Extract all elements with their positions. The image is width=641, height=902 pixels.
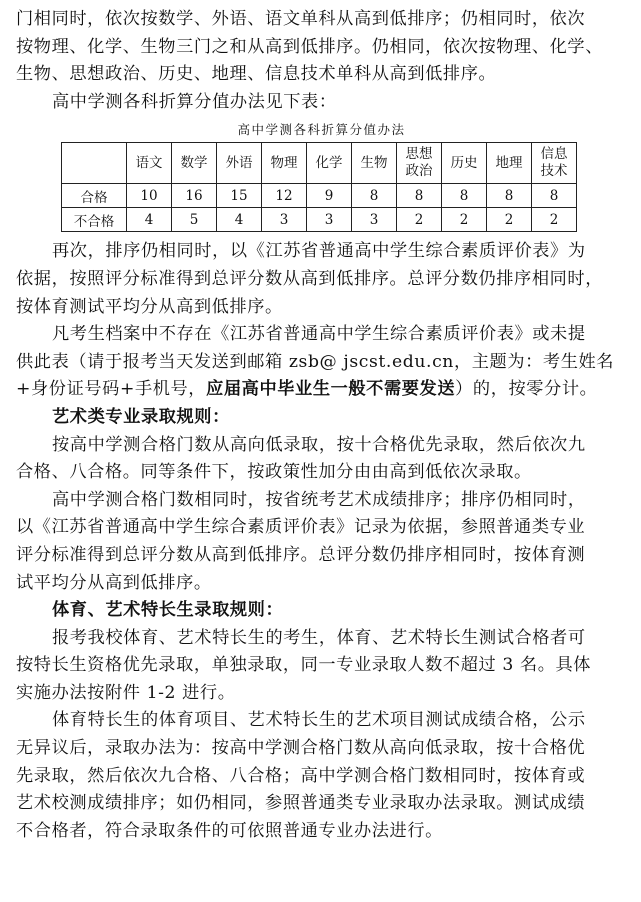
table-cell: 16 [172, 184, 217, 208]
text-line: 以《江苏省普通高中学生综合素质评价表》记录为依据，参照普通类专业 [16, 517, 586, 538]
text-line: 生物、思想政治、历史、地理、信息技术单科从高到低排序。 [16, 64, 497, 85]
text-line: 评分标准得到总评分数从高到低排序。总评分数仍排序相同时，按体育测 [16, 544, 586, 565]
table-caption: 高中学测各科折算分值办法 [237, 122, 406, 138]
text-line: 合格、八合格。同等条件下，按政策性加分由由高到低依次录取。 [16, 462, 532, 483]
table-row-fail [62, 208, 577, 232]
text-line: 按特长生资格优先录取，单独录取，同一专业录取人数不超过 3 名。具体 [16, 655, 592, 676]
table-cell: 8 [532, 184, 577, 208]
table-cell: 8 [442, 184, 487, 208]
table-cell: 4 [217, 208, 262, 232]
header-cell: 地理 [487, 143, 532, 184]
table-cell: 2 [397, 208, 442, 232]
text-line: 报考我校体育、艺术特长生的考生，体育、艺术特长生测试合格者可 [52, 627, 586, 648]
text-line: 按体育测试平均分从高到低排序。 [16, 296, 283, 317]
header-cell: 生物 [352, 143, 397, 184]
text-line: 试平均分从高到低排序。 [16, 572, 212, 593]
text-line: 先录取，然后依次九合格、八合格；高中学测合格门数相同时，按体育或 [16, 765, 586, 786]
text-span: +身份证号码+手机号， [16, 379, 207, 400]
header-cell: 语文 [127, 143, 172, 184]
header-cell: 物理 [262, 143, 307, 184]
score-conversion-table [61, 142, 577, 232]
text-line: 供此表（请于报考当天发送到邮箱 zsb@ jscst.edu.cn，主题为：考生姓名 [16, 351, 615, 372]
table-row-pass [62, 184, 577, 208]
table-cell: 3 [307, 208, 352, 232]
header-cell: 化学 [307, 143, 352, 184]
row-label: 不合格 [62, 208, 127, 232]
table-cell: 4 [127, 208, 172, 232]
text-line: 凡考生档案中不存在《江苏省普通高中学生综合素质评价表》或未提 [52, 324, 586, 345]
header-cell: 数学 [172, 143, 217, 184]
table-cell: 3 [352, 208, 397, 232]
header-cell: 信息 技术 [532, 143, 577, 184]
text-line: 实施办法按附件 1-2 进行。 [16, 682, 236, 703]
header-cell: 思想 政治 [397, 143, 442, 184]
section-heading-special: 体育、艺术特长生录取规则： [52, 600, 284, 621]
text-line: 依据，按照评分标准得到总评分数从高到低排序。总评分数仍排序相同时， [16, 268, 603, 289]
text-line: 门相同时，依次按数学、外语、语文单科从高到低排序；仍相同时，依次 [16, 9, 586, 29]
text-line: 体育特长生的体育项目、艺术特长生的艺术项目测试成绩合格，公示 [52, 710, 586, 731]
text-line: 按高中学测合格门数从高向低录取，按十合格优先录取，然后依次九 [52, 434, 586, 455]
table-cell: 8 [487, 184, 532, 208]
header-cell: 历史 [442, 143, 487, 184]
table-cell: 5 [172, 208, 217, 232]
section-heading-art: 艺术类专业录取规则： [52, 406, 230, 427]
text-line: 再次，排序仍相同时，以《江苏省普通高中学生综合素质评价表》为 [52, 241, 586, 262]
table-cell: 3 [262, 208, 307, 232]
text-span: ）的，按零分计。 [455, 379, 598, 400]
table-cell: 10 [127, 184, 172, 208]
text-line: 不合格者，符合录取条件的可依照普通专业办法进行。 [16, 820, 443, 841]
text-line [16, 376, 627, 404]
text-line: 高中学测合格门数相同时，按省统考艺术成绩排序；排序仍相同时， [52, 489, 586, 510]
table-cell: 8 [352, 184, 397, 208]
table-cell: 2 [532, 208, 577, 232]
row-label: 合格 [62, 184, 127, 208]
header-cell: 外语 [217, 143, 262, 184]
table-cell: 2 [442, 208, 487, 232]
text-line: 艺术校测成绩排序；如仍相同，参照普通类专业录取办法录取。测试成绩 [16, 793, 586, 814]
text-line: 按物理、化学、生物三门之和从高到低排序。仍相同，依次按物理、化学、 [16, 36, 603, 57]
text-line: 无异议后，录取办法为：按高中学测合格门数从高向低录取，按十合格优 [16, 738, 586, 759]
bold-note: 应届高中毕业生一般不需要发送 [206, 379, 456, 400]
table-corner-cell [62, 143, 127, 184]
table-cell: 8 [397, 184, 442, 208]
table-cell: 9 [307, 184, 352, 208]
table-cell: 12 [262, 184, 307, 208]
table-header-row [62, 143, 577, 184]
table-cell: 15 [217, 184, 262, 208]
table-cell: 2 [487, 208, 532, 232]
table-intro: 高中学测各科折算分值办法见下表： [52, 91, 337, 112]
